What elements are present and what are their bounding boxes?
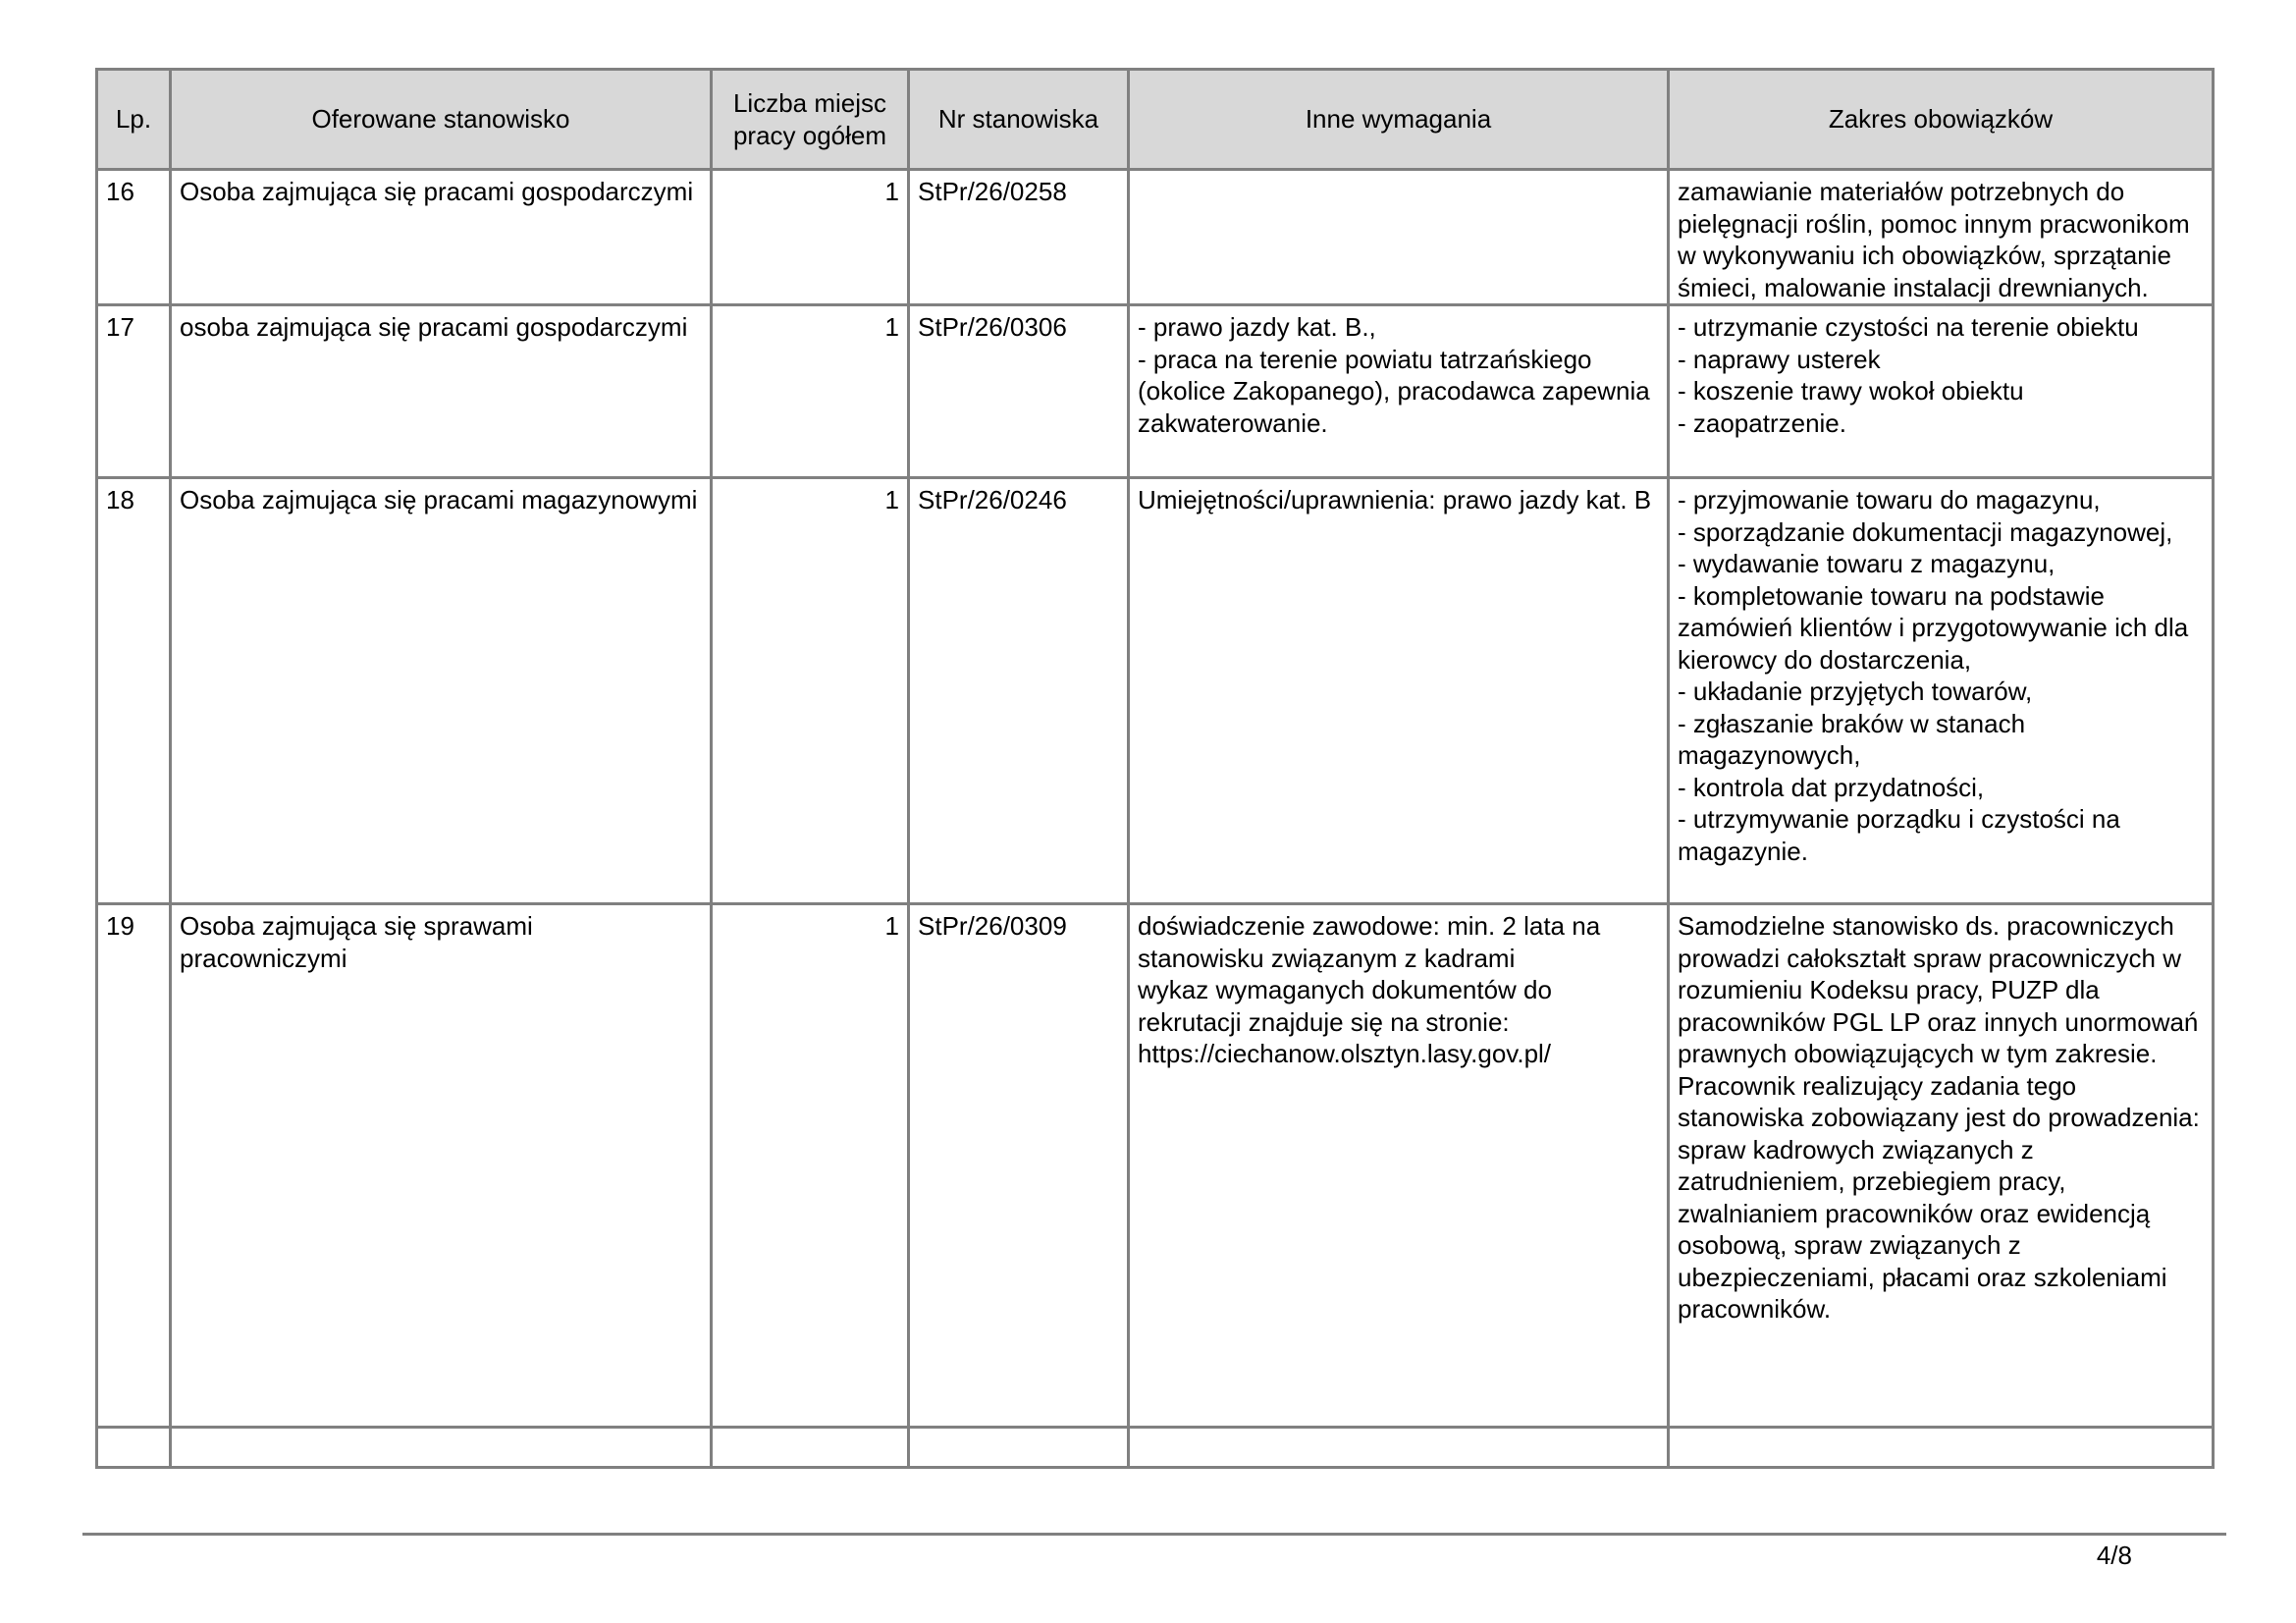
cell-position-number: StPr/26/0246 <box>909 478 1129 904</box>
cell-other-requirements <box>1129 170 1669 305</box>
cell-lp: 18 <box>97 478 171 904</box>
cell-other-requirements: Umiejętności/uprawnienia: prawo jazdy kat. B <box>1129 478 1669 904</box>
table-row <box>97 904 2214 1428</box>
cell-position-number: StPr/26/0306 <box>909 305 1129 478</box>
cell-position: Osoba zajmująca się sprawami pracowniczymi <box>171 904 712 1428</box>
empty-cell <box>171 1428 712 1468</box>
cell-vacancies: 1 <box>712 170 909 305</box>
job-offers-table <box>95 68 2215 1469</box>
empty-table-row <box>97 1428 2214 1468</box>
cell-position-number: StPr/26/0258 <box>909 170 1129 305</box>
cell-position: Osoba zajmująca się pracami gospodarczymi <box>171 170 712 305</box>
cell-lp: 19 <box>97 904 171 1428</box>
footer-divider <box>82 1533 2226 1536</box>
table-row <box>97 305 2214 478</box>
table-row <box>97 478 2214 904</box>
header-duties: Zakres obowiązków <box>1669 70 2214 170</box>
header-position-number: Nr stanowiska <box>909 70 1129 170</box>
cell-lp: 16 <box>97 170 171 305</box>
header-other-requirements: Inne wymagania <box>1129 70 1669 170</box>
cell-other-requirements: - prawo jazdy kat. B., - praca na terenie powiatu tatrzańskiego (okolice Zakopanego), pracodawca zapewnia zakwaterowanie. <box>1129 305 1669 478</box>
cell-vacancies: 1 <box>712 305 909 478</box>
empty-cell <box>97 1428 171 1468</box>
empty-cell <box>1669 1428 2214 1468</box>
cell-position: osoba zajmująca się pracami gospodarczymi <box>171 305 712 478</box>
cell-duties: - przyjmowanie towaru do magazynu, - sporządzanie dokumentacji magazynowej, - wydawanie towaru z magazynu, - kompletowanie towaru na podstawie zamówień klientów i przygotowywanie ich dla kierowcy do dostarczenia, - układanie przyjętych towarów, - zgłaszanie braków w stanach magazynowych, - kontrola dat przydatności, - utrzymywanie porządku i czystości na magazynie. <box>1669 478 2214 904</box>
empty-cell <box>909 1428 1129 1468</box>
cell-lp: 17 <box>97 305 171 478</box>
header-lp: Lp. <box>97 70 171 170</box>
page-number: 4/8 <box>2096 1541 2132 1570</box>
header-position: Oferowane stanowisko <box>171 70 712 170</box>
empty-cell <box>1129 1428 1669 1468</box>
cell-position-number: StPr/26/0309 <box>909 904 1129 1428</box>
header-vacancies: Liczba miejsc pracy ogółem <box>712 70 909 170</box>
cell-other-requirements: doświadczenie zawodowe: min. 2 lata na stanowisku związanym z kadrami wykaz wymaganych dokumentów do rekrutacji znajduje się na stronie: https://ciechanow.olsztyn.lasy.gov.pl/ <box>1129 904 1669 1428</box>
cell-vacancies: 1 <box>712 904 909 1428</box>
table-row <box>97 170 2214 305</box>
empty-cell <box>712 1428 909 1468</box>
cell-duties: - utrzymanie czystości na terenie obiektu - naprawy usterek - koszenie trawy wokoł obiektu - zaopatrzenie. <box>1669 305 2214 478</box>
cell-vacancies: 1 <box>712 478 909 904</box>
cell-duties: Samodzielne stanowisko ds. pracowniczych prowadzi całokształt spraw pracowniczych w rozumieniu Kodeksu pracy, PUZP dla pracowników PGL LP oraz innych unormowań prawnych obowiązujących w tym zakresie. Pracownik realizujący zadania tego stanowiska zobowiązany jest do prowadzenia: spraw kadrowych związanych z zatrudnieniem, przebiegiem pracy, zwalnianiem pracowników oraz ewidencją osobową, spraw związanych z ubezpieczeniami, płacami oraz szkoleniami pracowników. <box>1669 904 2214 1428</box>
cell-position: Osoba zajmująca się pracami magazynowymi <box>171 478 712 904</box>
table-header-row <box>97 70 2214 170</box>
cell-duties: zamawianie materiałów potrzebnych do pielęgnacji roślin, pomoc innym pracwonikom w wykonywaniu ich obowiązków, sprzątanie śmieci, malowanie instalacji drewnianych. <box>1669 170 2214 305</box>
